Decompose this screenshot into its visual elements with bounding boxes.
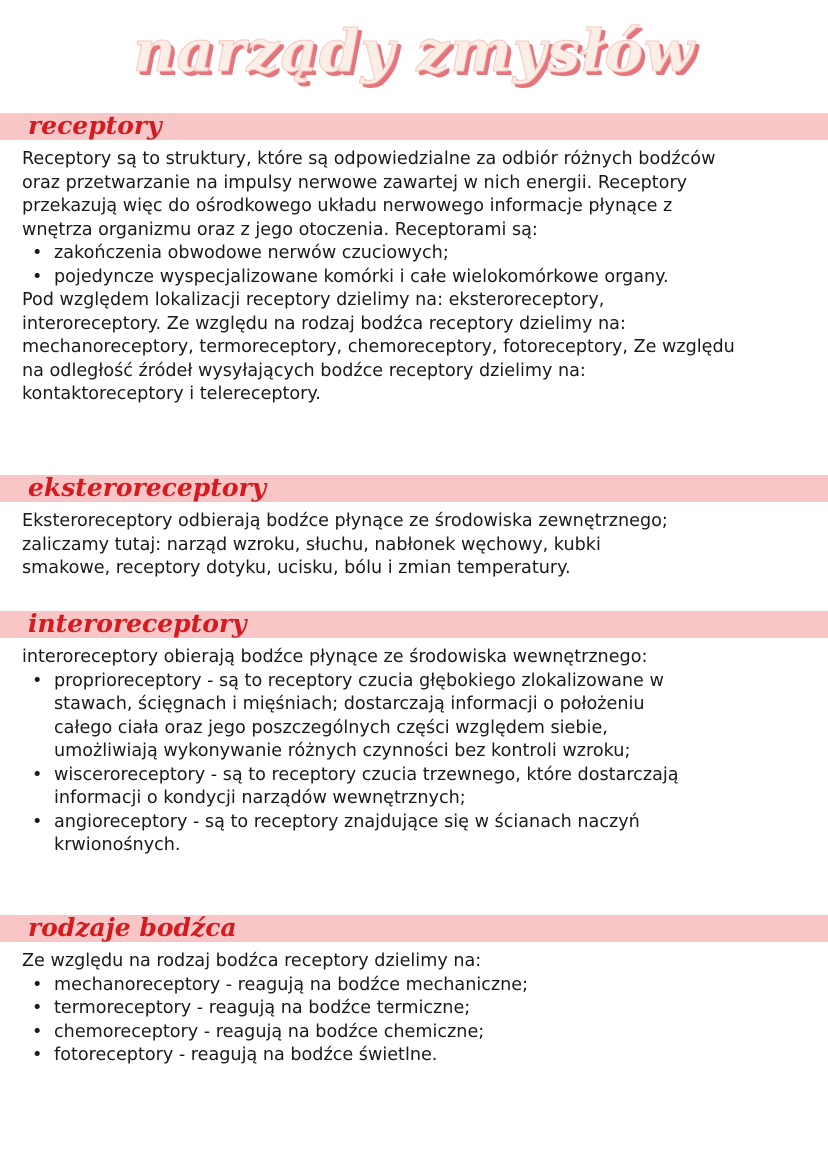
page-title: narządy zmysłów xyxy=(133,17,695,85)
list-item: • pojedyncze wyspecjalizowane komórki i całe wielokomórkowe organy. xyxy=(54,266,714,290)
list-item: • angioreceptory - są to receptory znajdujące się w ścianach naczyń krwionośnych. xyxy=(54,811,754,858)
paragraph: Eksteroreceptory odbierają bodźce płynące ze środowiska zewnętrznego; zaliczamy tutaj: narząd wzroku, słuchu, nabłonek węchowy, kubki smakowe, receptory dotyku, ucisku, bólu i zmian temperatury. xyxy=(22,511,668,578)
section-heading-band xyxy=(0,475,828,502)
section-heading-band xyxy=(0,611,828,638)
section-rodzaje-bodzca xyxy=(0,915,828,1068)
section-body xyxy=(22,950,742,1068)
section-body xyxy=(22,148,742,407)
paragraph: interoreceptory obierają bodźce płynące ze środowiska wewnętrznego: xyxy=(22,647,648,667)
section-body xyxy=(22,510,682,581)
section-heading: receptory xyxy=(28,111,162,140)
section-heading-band xyxy=(0,113,828,140)
list-item: • fotoreceptory - reagują na bodźce świetlne. xyxy=(54,1044,742,1068)
bullet-list xyxy=(22,974,742,1068)
section-heading: interoreceptory xyxy=(28,609,247,638)
list-item: • proprioreceptory - są to receptory czucia głębokiego zlokalizowane w stawach, ścięgnach i mięśniach; dostarczają informacji o położeniu całego ciała oraz jego poszczególnych części względem siebie, umożliwiają wykonywanie różnych czynności bez kontroli wzroku; xyxy=(54,670,704,764)
bullet-list xyxy=(22,670,774,858)
list-item: • zakończenia obwodowe nerwów czuciowych; xyxy=(54,242,714,266)
list-item: • wisceroreceptory - są to receptory czucia trzewnego, które dostarczają informacji o kondycji narządów wewnętrznych; xyxy=(54,764,704,811)
list-item: • mechanoreceptory - reagują na bodźce mechaniczne; xyxy=(54,974,742,998)
section-eksteroreceptory xyxy=(0,475,828,581)
list-item: • chemoreceptory - reagują na bodźce chemiczne; xyxy=(54,1021,742,1045)
list-item: • termoreceptory - reagują na bodźce termiczne; xyxy=(54,997,742,1021)
paragraph: Receptory są to struktury, które są odpowiedzialne za odbiór różnych bodźców oraz przetwarzanie na impulsy nerwowe zawartej w nich energii. Receptory przekazują więc do ośrodkowego układu nerwowego informacje płynące z wnętrza organizmu oraz z jego otoczenia. Receptorami są: xyxy=(22,149,716,240)
paragraph: Ze względu na rodzaj bodźca receptory dzielimy na: xyxy=(22,951,482,971)
section-interoreceptory xyxy=(0,611,828,858)
bullet-list xyxy=(22,242,714,289)
section-receptory xyxy=(0,113,828,407)
section-heading-band xyxy=(0,915,828,942)
paragraph: Pod względem lokalizacji receptory dzielimy na: eksteroreceptory, interoreceptory. Ze względu na rodzaj bodźca receptory dzielimy na: mechanoreceptory, termoreceptory, chemoreceptory, fotoreceptory, Ze względu na odległość źródeł wysyłających bodźce receptory dzielimy na: kontaktoreceptory i telereceptory. xyxy=(22,290,735,404)
section-body xyxy=(22,646,802,858)
section-heading: eksteroreceptory xyxy=(28,473,267,502)
section-heading: rodzaje bodźca xyxy=(28,913,237,942)
